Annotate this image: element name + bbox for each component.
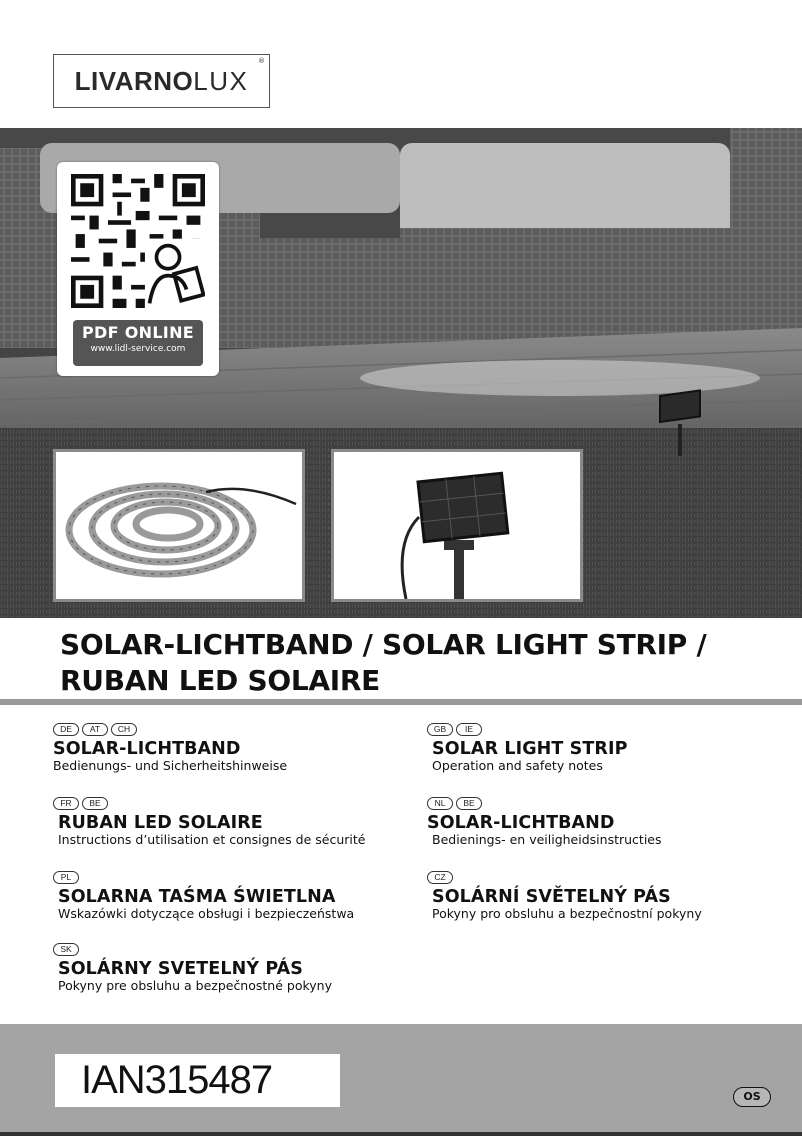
- title-bar: [0, 618, 802, 706]
- language-title: RUBAN LED SOLAIRE: [58, 813, 263, 833]
- language-block-nl: [427, 797, 662, 847]
- country-badge: BE: [456, 797, 482, 810]
- language-subtitle: Instructions d’utilisation et consignes de sécurité: [58, 832, 366, 847]
- country-badge: SK: [53, 943, 79, 956]
- footer-bottom-rule: [0, 1132, 802, 1136]
- ian-number-box: [55, 1054, 340, 1107]
- brand-logo: [53, 54, 270, 108]
- country-badges: [427, 723, 628, 737]
- pdf-online-label: [73, 320, 203, 366]
- country-badge: CH: [111, 723, 137, 736]
- solar-panel-image: [334, 452, 580, 599]
- country-badges: [53, 871, 354, 885]
- language-subtitle: Pokyny pro obsluhu a bezpečnostní pokyny: [432, 906, 702, 921]
- reader-icon: [145, 239, 205, 308]
- logo-bold-part: LIVARNO: [74, 65, 194, 96]
- country-badge: GB: [427, 723, 453, 736]
- language-block-de: [53, 723, 287, 773]
- country-badges: [53, 797, 365, 811]
- led-coil-image: [56, 452, 302, 599]
- language-block-fr: [53, 797, 365, 847]
- language-block-cz: [427, 871, 702, 921]
- main-title-line-2: RUBAN LED SOLAIRE: [60, 664, 380, 697]
- language-title: SOLÁRNÍ SVĚTELNÝ PÁS: [432, 887, 671, 907]
- main-title-line-1: SOLAR-LICHTBAND / SOLAR LIGHT STRIP /: [60, 628, 707, 661]
- language-title: SOLAR LIGHT STRIP: [432, 739, 628, 759]
- country-badge: AT: [82, 723, 108, 736]
- country-badge: FR: [53, 797, 79, 810]
- country-badge: DE: [53, 723, 79, 736]
- pdf-online-title: PDF ONLINE: [82, 323, 194, 342]
- logo-wordmark: [75, 66, 249, 97]
- language-subtitle: Bedienings- en veiligheidsinstructies: [432, 832, 662, 847]
- language-subtitle: Wskazówki dotyczące obsługi i bezpieczeństwa: [58, 906, 355, 921]
- pdf-online-url[interactable]: www.lidl-service.com: [90, 344, 186, 354]
- language-title: SOLAR-LICHTBAND: [53, 739, 241, 759]
- language-subtitle: Operation and safety notes: [432, 758, 603, 773]
- country-badges: [427, 797, 662, 811]
- registered-mark: ®: [258, 57, 265, 65]
- language-title: SOLÁRNY SVETELNÝ PÁS: [58, 959, 303, 979]
- country-badge: IE: [456, 723, 482, 736]
- language-block-gb: [427, 723, 628, 773]
- country-badges: [427, 871, 702, 885]
- solar-panel-thumbnail: [331, 449, 583, 602]
- country-badge: CZ: [427, 871, 453, 884]
- qr-code-icon[interactable]: [71, 174, 205, 308]
- country-badge: PL: [53, 871, 79, 884]
- language-title: SOLARNA TAŚMA ŚWIETLNA: [58, 887, 336, 907]
- country-badges: [53, 943, 332, 957]
- title-divider: [0, 699, 802, 705]
- language-subtitle: Bedienungs- und Sicherheitshinweise: [53, 758, 288, 773]
- country-badge: BE: [82, 797, 108, 810]
- country-badges: [53, 723, 287, 737]
- language-block-pl: [53, 871, 354, 921]
- language-block-sk: [53, 943, 332, 993]
- ian-number: IAN315487: [81, 1058, 273, 1102]
- language-subtitle: Pokyny pre obsluhu a bezpečnostné pokyny: [58, 978, 332, 993]
- language-title: SOLAR-LICHTBAND: [427, 813, 615, 833]
- qr-card[interactable]: [57, 162, 219, 376]
- region-code-badge: OS: [733, 1087, 771, 1107]
- led-strip-thumbnail: [53, 449, 305, 602]
- logo-light-part: LUX: [193, 65, 249, 96]
- country-badge: NL: [427, 797, 453, 810]
